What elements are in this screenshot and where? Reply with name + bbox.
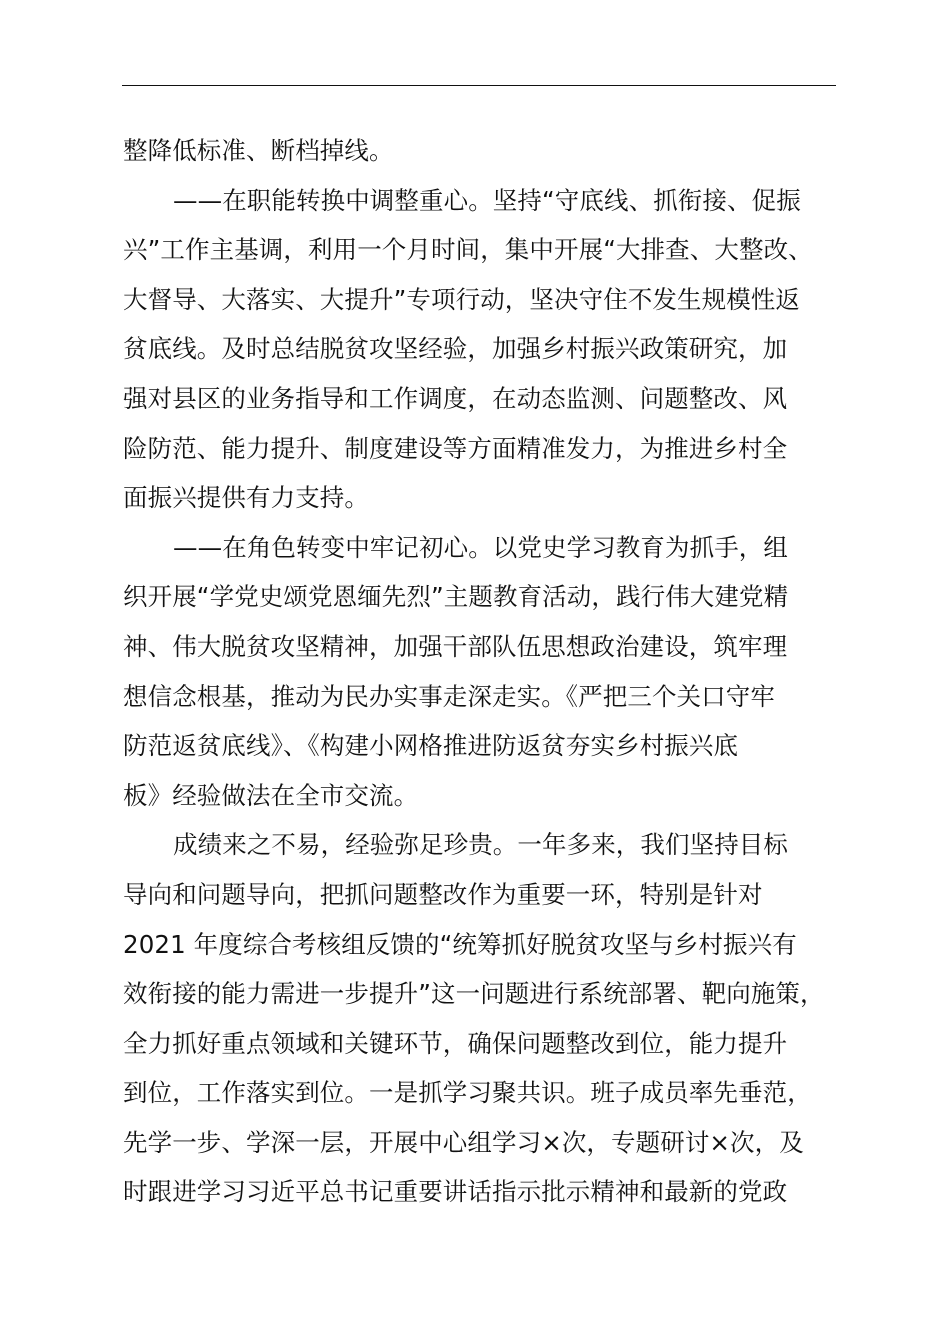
text-line: 织开展“学党史颂党恩缅先烈”主题教育活动，践行伟大建党精 [123,582,789,612]
text-line: 先学一步、学深一层，开展中心组学习×次，专题研讨×次，及 [123,1127,804,1157]
text-line: 大督导、大落实、大提升”专项行动，坚决守住不发生规模性返 [123,284,800,314]
text-line: 想信念根基，推动为民办实事走深走实。《严把三个关口守牢 [123,681,775,711]
paragraph-start-line: 成绩来之不易，经验弥足珍贵。一年多来，我们坚持目标 [173,830,788,860]
text-line: 板》经验做法在全市交流。 [123,780,419,810]
text-line: 兴”工作主基调，利用一个月时间，集中开展“大排查、大整改、 [123,235,813,265]
text-line: 整降低标准、断档掉线。 [123,136,394,165]
text-line: 效衔接的能力需进一步提升”这一问题进行系统部署、靶向施策， [123,979,825,1009]
text-line: 时跟进学习习近平总书记重要讲话指示批示精神和最新的党政 [123,1177,788,1207]
text-line: 险防范、能力提升、制度建设等方面精准发力，为推进乡村全 [123,433,788,463]
text-line: 到位，工作落实到位。一是抓学习聚共识。班子成员率先垂范， [123,1078,812,1108]
text-line: 强对县区的业务指导和工作调度，在动态监测、问题整改、风 [123,383,788,413]
text-line: 导向和问题导向，把抓问题整改作为重要一环，特别是针对 [123,879,763,909]
text-line: 神、伟大脱贫攻坚精神，加强干部队伍思想政治建设，筑牢理 [123,631,788,661]
document-body [123,126,843,1217]
header-rule [122,85,836,86]
text-line: 防范返贫底线》、《构建小网格推进防返贫夯实乡村振兴底 [123,731,739,761]
text-line: 全力抓好重点领域和关键环节，确保问题整改到位，能力提升 [123,1028,788,1058]
text-line: 面振兴提供有力支持。 [123,483,369,513]
paragraph-start-line: ——在职能转换中调整重心。坚持“守底线、抓衔接、促振 [173,185,801,215]
text-line: 2021 年度综合考核组反馈的“统筹抓好脱贫攻坚与乡村振兴有 [123,929,797,959]
text-line: 贫底线。及时总结脱贫攻坚经验，加强乡村振兴政策研究，加 [123,334,788,364]
paragraph-start-line: ——在角色转变中牢记初心。以党史学习教育为抓手，组 [173,532,788,562]
